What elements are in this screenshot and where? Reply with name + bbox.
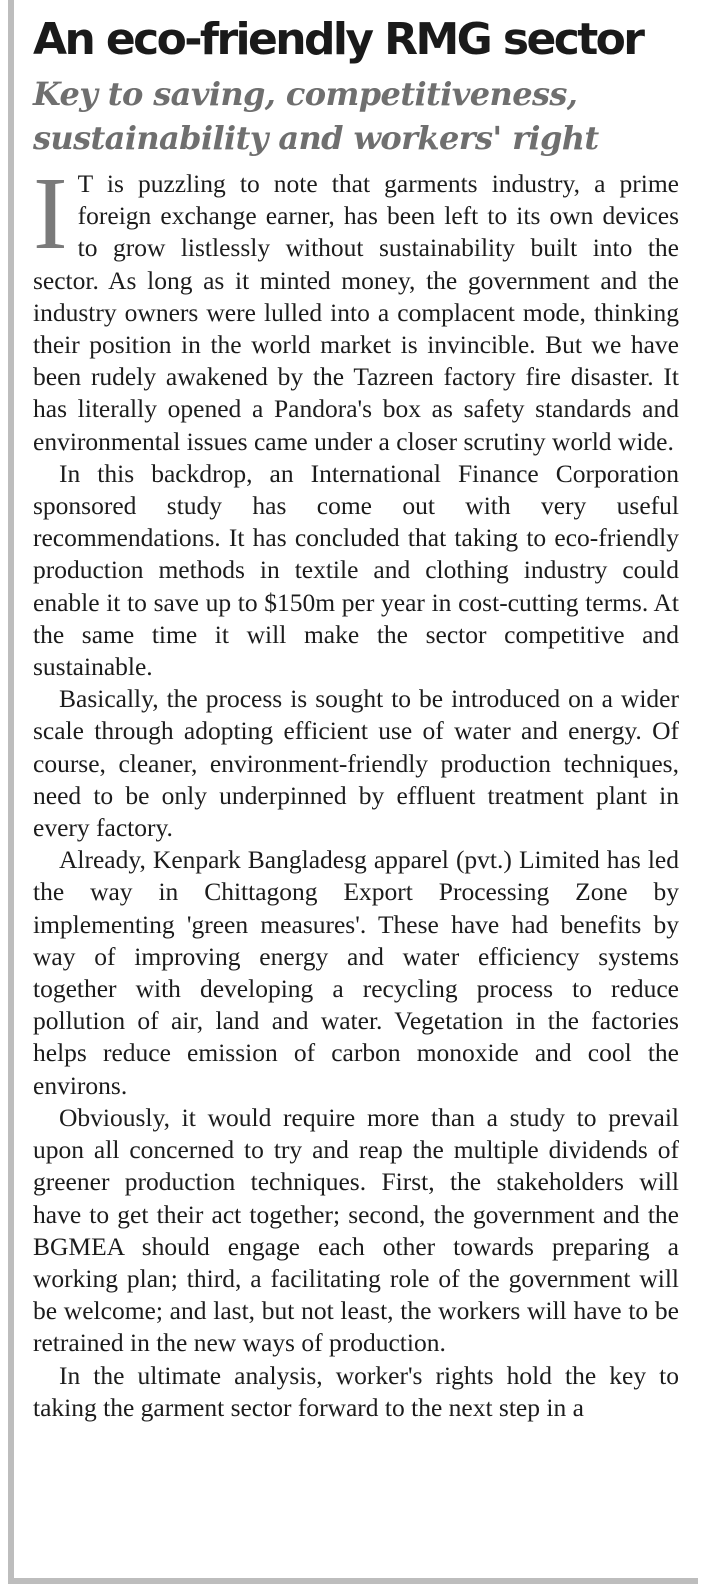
body-paragraph-6: In the ultimate analysis, worker's rights hold the key to taking the garment sector forward to the next step in a [33, 1360, 679, 1422]
bottom-border-rule [8, 1578, 698, 1584]
body-paragraph-1 [33, 156, 679, 458]
body-paragraph-3: Basically, the process is sought to be introduced on a wider scale through adopting efficient use of water and energy. Of course, cleaner, environment-friendly production techniques, need to be only underpinned by effluent treatment plant in every factory. [33, 684, 679, 843]
article-headline: An eco-friendly RMG sector [33, 14, 643, 65]
body-paragraph-2: In this backdrop, an International Finance Corporation sponsored study has come out with very useful recommendations. It has concluded that taking to eco-friendly production methods in textile and clothing industry could enable it to save up to $150m per year in cost-cutting terms. At the same time it will make the sector competitive and sustainable. [33, 458, 679, 682]
paragraph-text: T is puzzling to note that garments industry, a prime foreign exchange earner, has been left to its own devices to grow listlessly without sustainability built into the sector. As long as it minted money, the government and the industry owners were lulled into a complacent mode, thinking their position in the world market is invincible. But we have been rudely awakened by the Tazreen factory fire disaster. It has literally opened a Pandora's box as safety standards and environmental issues came under a closer scrutiny world wide. [33, 169, 679, 456]
body-paragraph-5: Obviously, it would require more than a study to prevail upon all concerned to try and reap the multiple dividends of greener production techniques. First, the stakeholders will have to get their act together; second, the government and the BGMEA should engage each other towards preparing a working plan; third, a facilitating role of the government will be welcome; and last, but not least, the workers will have to be retrained in the new ways of production. [33, 1102, 679, 1358]
left-border-rule [8, 0, 14, 1578]
body-paragraph-4: Already, Kenpark Bangladesg apparel (pvt.) Limited has led the way in Chittagong Export Processing Zone by implementing 'green measures'. These have had benefits by way of improving energy and water efficiency systems together with developing a recycling process to reduce pollution of air, land and water. Vegetation in the factories helps reduce emission of carbon monoxide and cool the environs. [33, 845, 679, 1100]
drop-cap: I [33, 156, 68, 271]
article-subheadline: Key to saving, competitiveness, sustainability and workers' right [33, 75, 599, 157]
article-body [33, 156, 679, 1424]
article [33, 8, 679, 1424]
